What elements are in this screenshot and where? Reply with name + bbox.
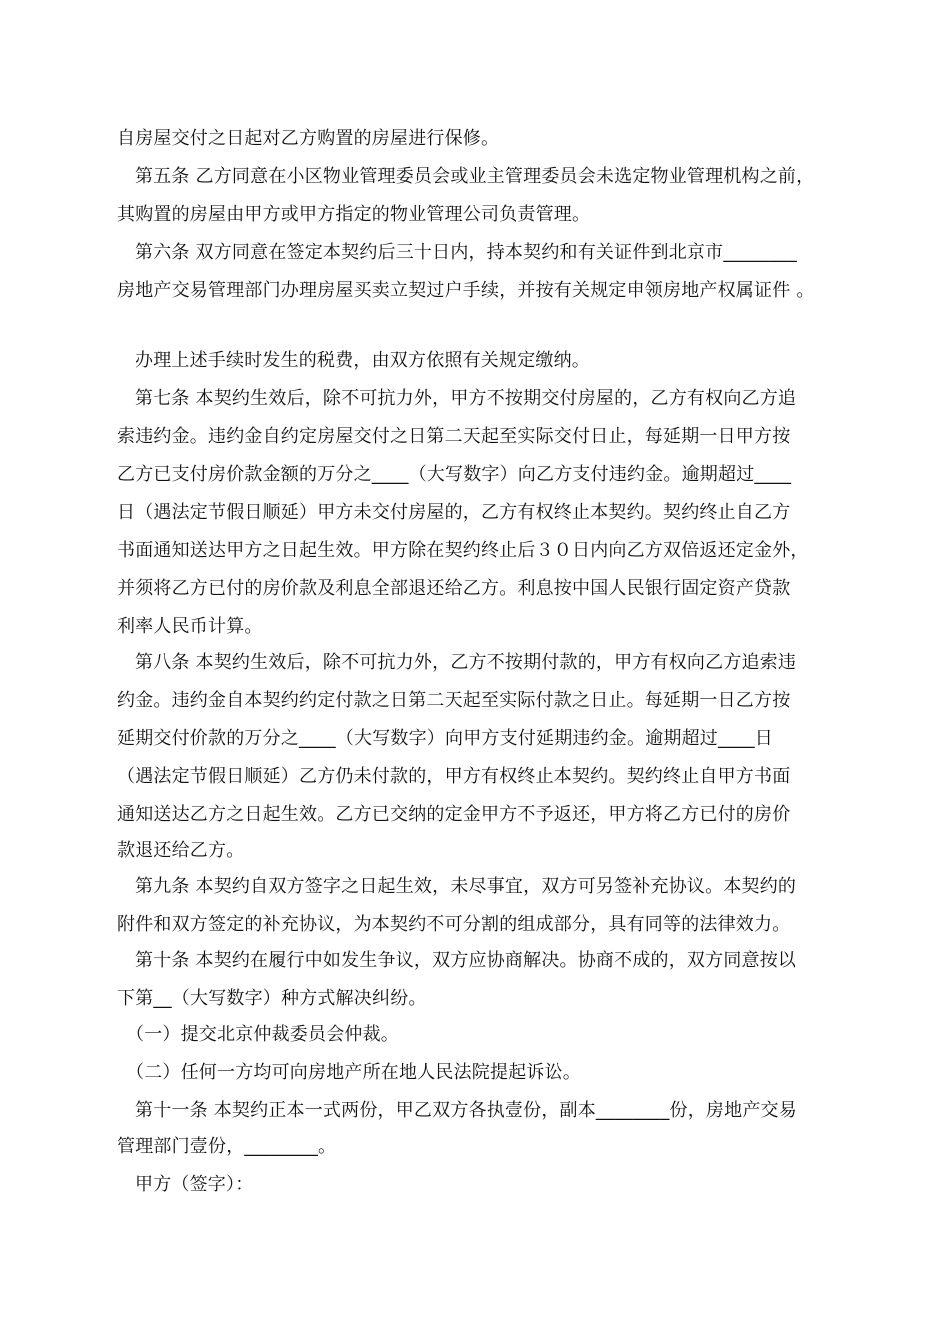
article-9-line: 第九条 本契约自双方签字之日起生效，未尽事宜，双方可另签补充协议。本契约的 [135, 876, 797, 897]
article-11-line: 第十一条 本契约正本一式两份，甲乙双方各执壹份，副本________份，房地产交易 [135, 1100, 797, 1121]
text-line: 房地产交易管理部门办理房屋买卖立契过户手续，并按有关规定申领房地产权属证件 。 [117, 280, 815, 301]
text-line: 利率人民币计算。 [117, 616, 263, 637]
text-line: 延期交付价款的万分之____（大写数字）向甲方支付延期违约金。逾期超过____日 [117, 728, 773, 749]
party-a-signature-label: 甲方（签字）： [135, 1174, 254, 1195]
text-line: 约金。违约金自本契约约定付款之日第二天起至实际付款之日止。每延期一日乙方按 [117, 690, 791, 711]
text-line: 自房屋交付之日起对乙方购置的房屋进行保修。 [117, 128, 500, 149]
text-line: 下第__（大写数字）种方式解决纠纷。 [117, 988, 427, 1009]
text-line: 乙方已支付房价款金额的万分之____（大写数字）向乙方支付违约金。逾期超过____ [117, 464, 792, 485]
article-6-line: 第六条 双方同意在签定本契约后三十日内，持本契约和有关证件到北京市________ [135, 242, 797, 263]
article-8-line: 第八条 本契约生效后，除不可抗力外，乙方不按期付款的，甲方有权向乙方追索违 [135, 652, 797, 673]
text-line: （遇法定节假日顺延）乙方仍未付款的，甲方有权终止本契约。契约终止自甲方书面 [117, 766, 791, 787]
text-line: 办理上述手续时发生的税费，由双方依照有关规定缴纳。 [135, 350, 590, 371]
article-7-line: 第七条 本契约生效后，除不可抗力外，甲方不按期交付房屋的，乙方有权向乙方追 [135, 388, 797, 409]
text-line: 款退还给乙方。 [117, 840, 245, 861]
text-line: 通知送达乙方之日起生效。乙方已交纳的定金甲方不予返还，甲方将乙方已付的房价 [117, 804, 791, 825]
article-5-line: 第五条 乙方同意在小区物业管理委员会或业主管理委员会未选定物业管理机构之前， [135, 166, 815, 187]
text-line: 日（遇法定节假日顺延）甲方未交付房屋的，乙方有权终止本契约。契约终止自乙方 [117, 502, 791, 523]
option-1-line: （一）提交北京仲裁委员会仲裁。 [126, 1024, 399, 1045]
text-line: 书面通知送达甲方之日起生效。甲方除在契约终止后３０日内向乙方双倍返还定金外， [117, 540, 809, 561]
text-line: 并须将乙方已付的房价款及利息全部退还给乙方。利息按中国人民银行固定资产贷款 [117, 578, 791, 599]
text-line: 管理部门壹份，________。 [117, 1136, 337, 1157]
text-line: 其购置的房屋由甲方或甲方指定的物业管理公司负责管理。 [117, 204, 591, 225]
text-line: 附件和双方签定的补充协议，为本契约不可分割的组成部分，具有同等的法律效力。 [117, 914, 791, 935]
article-10-line: 第十条 本契约在履行中如发生争议，双方应协商解决。协商不成的，双方同意按以 [135, 950, 797, 971]
option-2-line: （二）任何一方均可向房地产所在地人民法院提起诉讼。 [126, 1062, 581, 1083]
text-line: 索违约金。违约金自约定房屋交付之日第二天起至实际交付日止，每延期一日甲方按 [117, 426, 791, 447]
